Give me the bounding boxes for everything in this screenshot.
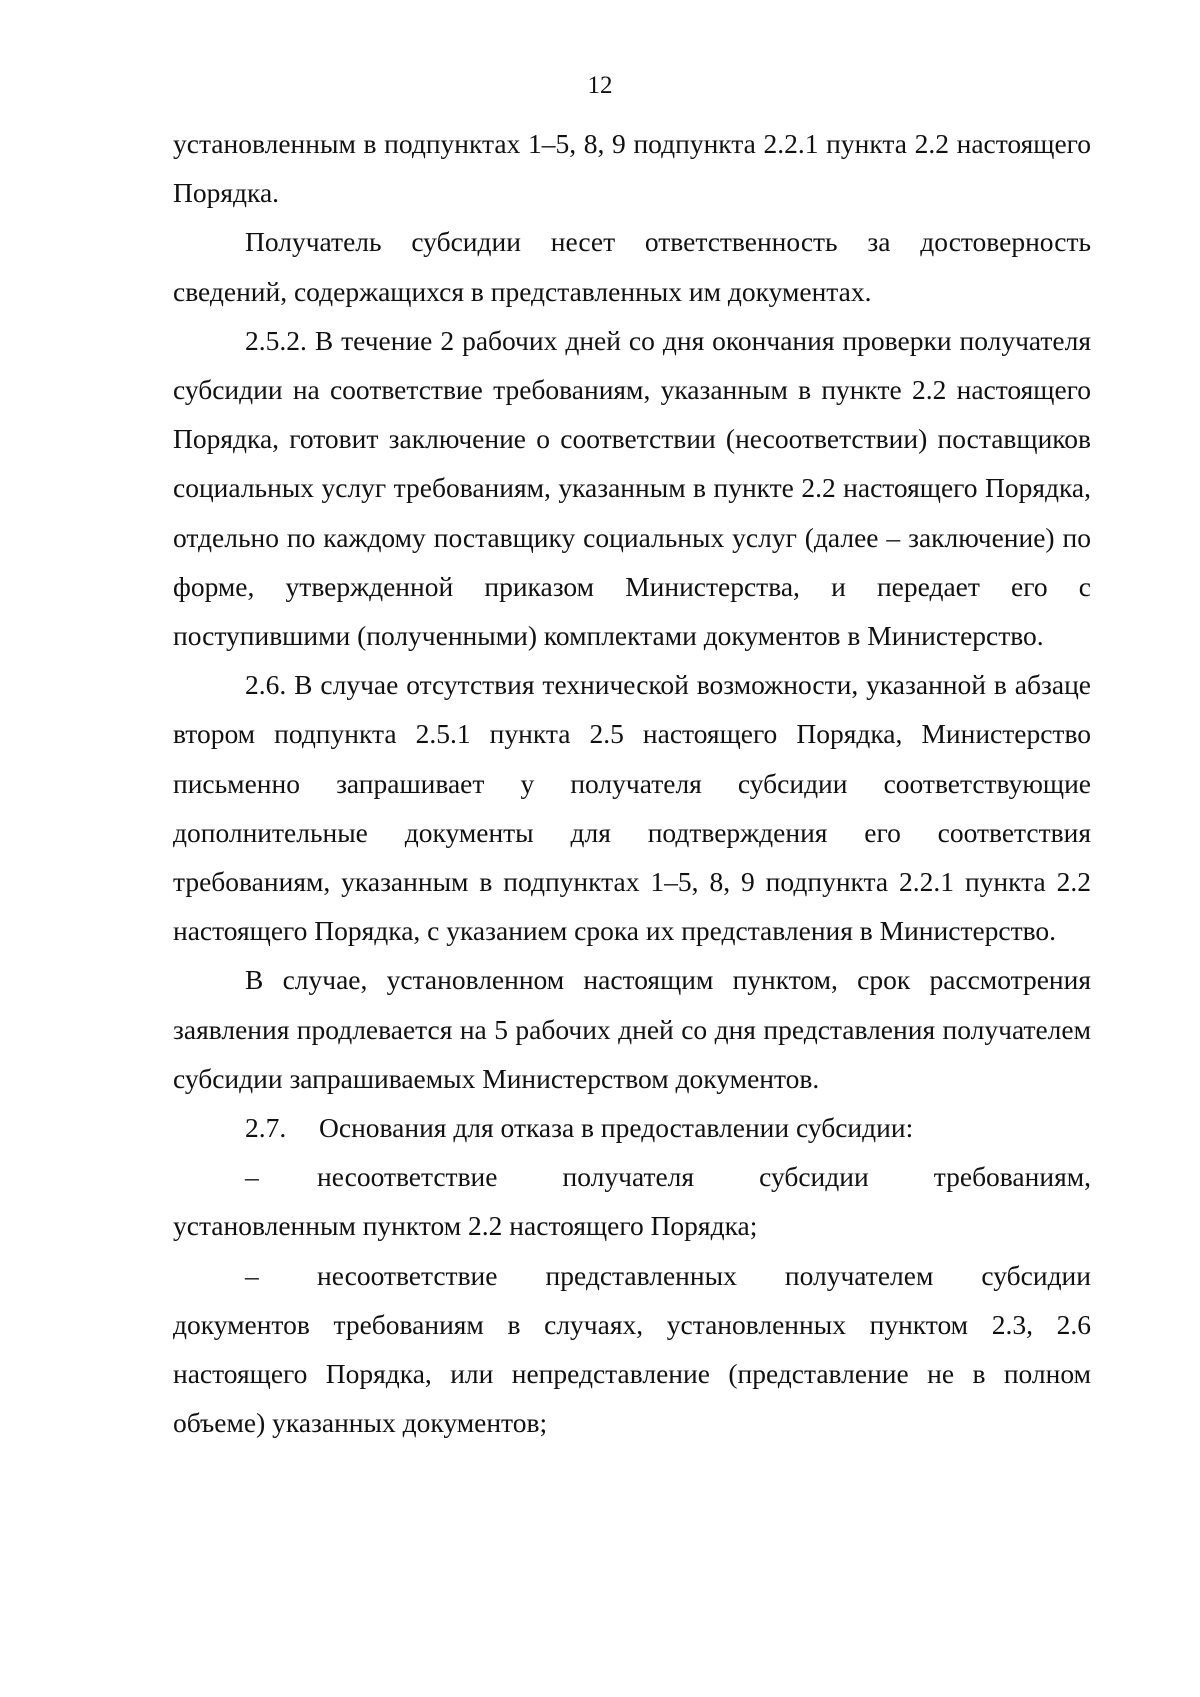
- list-dash-marker: –: [245, 1161, 259, 1193]
- paragraph-2-6: 2.6. В случае отсутствия технической возможности, указанной в абзаце втором подпункта 2.5.1 пункта 2.5 настоящего Порядка, Министерство письменно запрашивает у получателя субсидии соответствующие дополнительные документы для подтверждения его соответствия требованиям, указанным в подпунктах 1–5, 8, 9 подпункта 2.2.1 пункта 2.2 настоящего Порядка, с указанием срока их представления в Министерство.: [173, 669, 1091, 947]
- list-dash-marker: –: [245, 1259, 259, 1291]
- paragraph-continuation: установленным в подпунктах 1–5, 8, 9 подпункта 2.2.1 пункта 2.2 настоящего Порядка.: [173, 128, 1091, 209]
- refusal-ground-text: несоответствие получателя субсидии требованиям, установленным пунктом 2.2 настоящего Порядка;: [173, 1161, 1091, 1242]
- paragraph-responsibility: Получатель субсидии несет ответственность за достоверность сведений, содержащихся в представленных им документах.: [173, 226, 1091, 307]
- refusal-ground-item: [173, 1152, 1091, 1250]
- page-number: 12: [587, 72, 613, 99]
- section-2-7-heading: [173, 1103, 1091, 1152]
- paragraph-extension: В случае, установленном настоящим пунктом, срок рассмотрения заявления продлевается на 5 рабочих дней со дня представления получателем субсидии запрашиваемых Министерством документов.: [173, 964, 1091, 1094]
- section-number: 2.7.: [245, 1112, 287, 1144]
- section-heading: Основания для отказа в предоставлении субсидии:: [319, 1112, 914, 1144]
- refusal-ground-item: [173, 1251, 1091, 1448]
- refusal-ground-text: несоответствие представленных получателем субсидии документов требованиям в случаях, установленных пунктом 2.3, 2.6 настоящего Порядка, или непредставление (представление не в полном объеме) указанных документов;: [173, 1259, 1091, 1439]
- document-body: [173, 119, 1091, 1447]
- paragraph-2-5-2: 2.5.2. В течение 2 рабочих дней со дня окончания проверки получателя субсидии на соответствие требованиям, указанным в пункте 2.2 настоящего Порядка, готовит заключение о соответствии (несоответствии) поставщиков социальных услуг требованиям, указанным в пункте 2.2 настоящего Порядка, отдельно по каждому поставщику социальных услуг (далее – заключение) по форме, утвержденной приказом Министерства, и передает его с поступившими (полученными) комплектами документов в Министерство.: [173, 324, 1091, 652]
